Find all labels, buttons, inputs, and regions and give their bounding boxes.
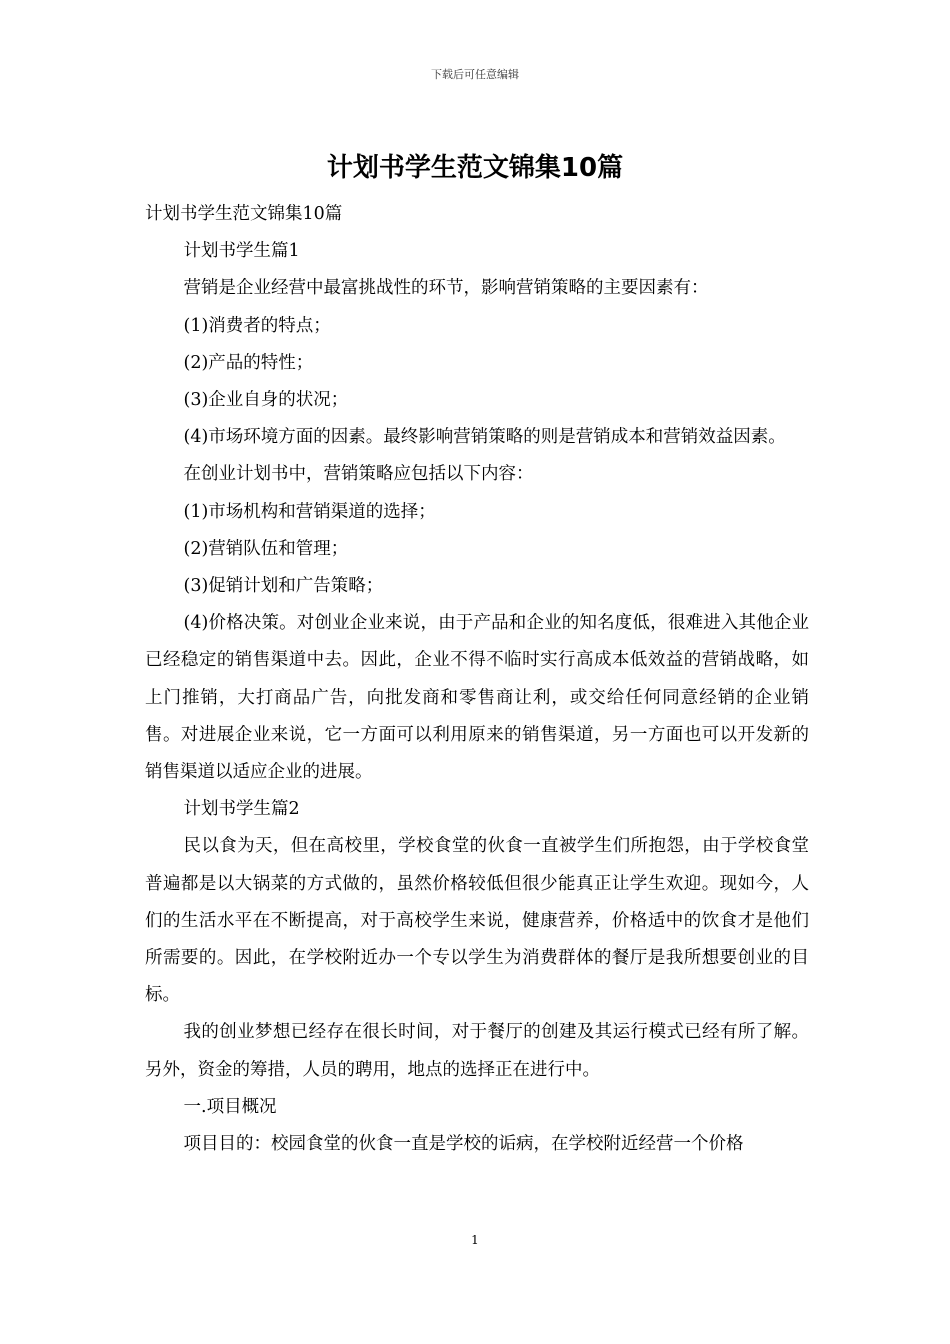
list-item: (4)价格决策。对创业企业来说，由于产品和企业的知名度低，很难进入其他企业已经稳定的销售渠道中去。因此，企业不得不临时实行高成本低效益的营销战略，如上门推销，大打商品广告，向批发商和零售商让利，或交给任何同意经销的企业销售。对进展企业来说，它一方面可以利用原来的销售渠道，另一方面也可以开发新的销售渠道以适应企业的进展。 — [145, 613, 809, 783]
document-body — [145, 196, 809, 1163]
list-item: (4)市场环境方面的因素。最终影响营销策略的则是营销成本和营销效益因素。 — [183, 427, 786, 448]
list-item: (2)产品的特性； — [183, 352, 314, 373]
list-item: (3)企业自身的状况； — [183, 390, 349, 411]
document-subtitle: 计划书学生范文锦集10篇 — [145, 204, 343, 224]
section-heading-1: 计划书学生篇1 — [183, 241, 300, 262]
list-item: (3)促销计划和广告策略； — [183, 576, 384, 597]
paragraph: 我的创业梦想已经存在很长时间，对于餐厅的创建及其运行模式已经有所了解。另外，资金的筹措，人员的聘用，地点的选择正在进行中。 — [145, 1022, 809, 1080]
paragraph: 营销是企业经营中最富挑战性的环节，影响营销策略的主要因素有： — [183, 278, 709, 299]
list-item: (1)消费者的特点； — [183, 315, 331, 336]
page-header-note: 下载后可任意编辑 — [431, 68, 519, 81]
section-heading-2: 计划书学生篇2 — [183, 799, 300, 820]
list-item: (1)市场机构和营销渠道的选择； — [183, 501, 436, 522]
paragraph: 在创业计划书中，营销策略应包括以下内容： — [183, 464, 534, 485]
document-title: 计划书学生范文锦集10篇 — [326, 153, 624, 183]
page-number: 1 — [471, 1233, 479, 1247]
paragraph: 项目目的：校园食堂的伙食一直是学校的诟病，在学校附近经营一个价格 — [183, 1134, 744, 1155]
list-item: (2)营销队伍和管理； — [183, 538, 349, 559]
paragraph: 民以食为天，但在高校里，学校食堂的伙食一直被学生们所抱怨，由于学校食堂普遍都是以大锅菜的方式做的，虽然价格较低但很少能真正让学生欢迎。现如今，人们的生活水平在不断提高，对于高校学生来说，健康营养，价格适中的饮食才是他们所需要的。因此，在学校附近办一个专以学生为消费群体的餐厅是我所想要创业的目标。 — [145, 836, 809, 1006]
subsection-heading: 一.项目概况 — [183, 1096, 277, 1117]
